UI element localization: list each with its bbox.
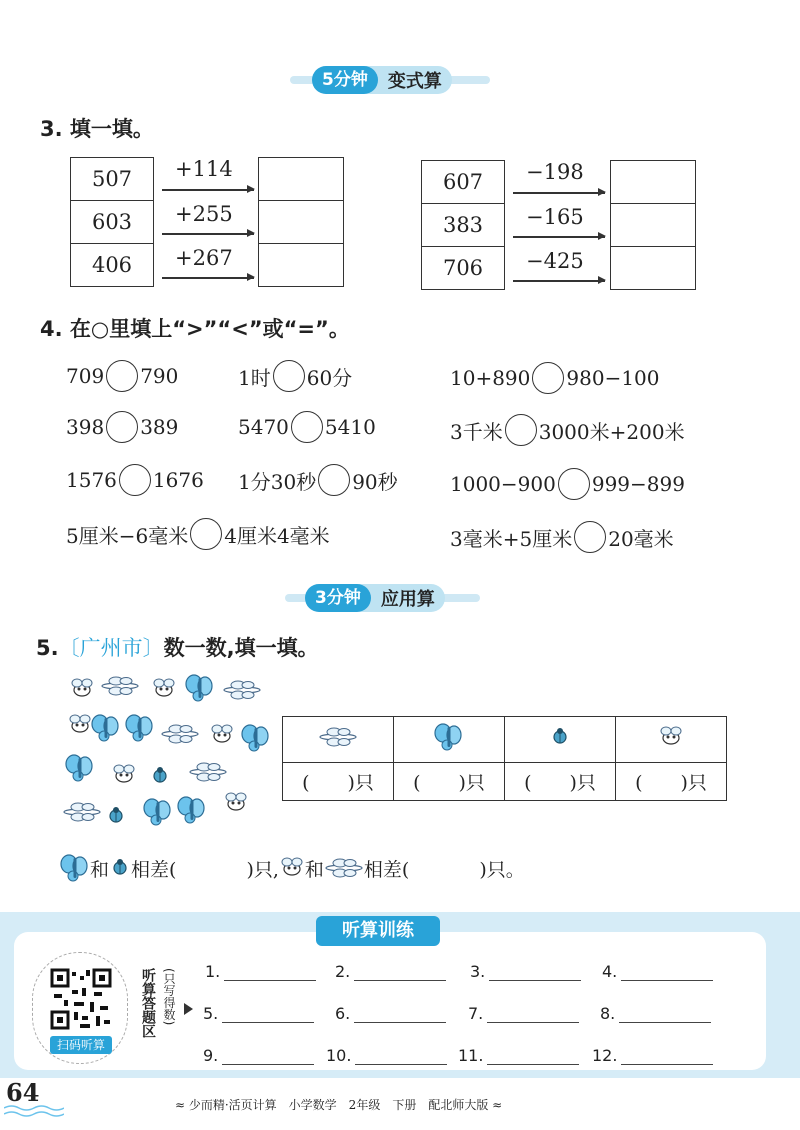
answer-box[interactable] <box>611 161 695 204</box>
section-header-application <box>305 584 445 612</box>
answer-line[interactable] <box>354 966 446 981</box>
answer-area-note: (只写得数) <box>162 968 176 1026</box>
page-number: 64 <box>6 1078 40 1107</box>
answer-slot[interactable] <box>326 1046 447 1065</box>
operator-label: −165 <box>526 205 584 229</box>
rhs: 4厘米4毫米 <box>224 523 330 548</box>
section-minutes: 5分钟 <box>312 66 378 94</box>
rhs: 389 <box>140 415 179 439</box>
value-cell: 383 <box>422 204 504 247</box>
section-title: 应用算 <box>380 589 435 610</box>
operator-label: +255 <box>175 202 233 226</box>
qr-label: 扫码听算 <box>50 1036 112 1054</box>
qr-code-icon[interactable] <box>50 968 112 1030</box>
answer-line[interactable] <box>621 966 713 981</box>
lhs: 3毫米+5厘米 <box>450 526 573 551</box>
value-cell: 406 <box>91 253 133 277</box>
dragonfly-header <box>283 717 394 763</box>
answer-line[interactable] <box>487 1008 579 1023</box>
rhs: 790 <box>140 364 179 388</box>
section-header-variant <box>312 66 452 94</box>
answer-number: 5. <box>203 1004 219 1023</box>
answer-line[interactable] <box>222 1008 314 1023</box>
answer-slot[interactable] <box>335 962 446 981</box>
answer-line[interactable] <box>222 1050 314 1065</box>
answer-line[interactable] <box>224 966 316 981</box>
region-tag: 〔广州市〕 <box>58 636 164 660</box>
count-table <box>282 716 727 801</box>
question-text: 数一数,填一填。 <box>163 636 319 660</box>
answer-number: 11. <box>458 1046 484 1065</box>
answer-number: 2. <box>335 962 351 981</box>
q3-left-answers[interactable] <box>258 157 344 287</box>
and-text: 和 <box>304 858 324 881</box>
answer-number: 3. <box>470 962 486 981</box>
q3-right-answers[interactable] <box>610 160 696 290</box>
arrow-icon <box>513 192 605 194</box>
section-minutes: 3分钟 <box>305 584 371 612</box>
section-title: 变式算 <box>387 71 442 92</box>
answer-slot[interactable] <box>205 962 316 981</box>
arrow-icon <box>162 233 254 235</box>
listening-panel <box>0 912 800 1078</box>
question-4-title: 4. 在○里填上“>”“<”或“=”。 <box>40 317 350 341</box>
rhs: 999−899 <box>591 472 685 496</box>
bee-icon <box>658 725 684 749</box>
butterfly-icon <box>60 852 90 884</box>
answer-box[interactable] <box>259 158 343 201</box>
answer-number: 1. <box>205 962 221 981</box>
count-cell[interactable]: ( )只 <box>394 763 505 801</box>
answer-line[interactable] <box>355 1050 447 1065</box>
insect-picture <box>60 672 270 832</box>
compare-item <box>450 362 660 394</box>
answer-line[interactable] <box>619 1008 711 1023</box>
lhs: 3千米 <box>450 419 503 444</box>
answer-number: 12. <box>592 1046 618 1065</box>
compare-item <box>66 411 178 443</box>
compare-item <box>238 464 398 496</box>
lhs: 1分30秒 <box>238 469 317 494</box>
answer-slot[interactable] <box>458 1046 579 1065</box>
ladybug-icon <box>549 726 571 748</box>
compare-item <box>66 518 330 550</box>
answer-slot[interactable] <box>470 962 581 981</box>
rhs: 5410 <box>324 415 376 439</box>
answer-number: 10. <box>326 1046 352 1065</box>
answer-number: 6. <box>335 1004 351 1023</box>
answer-slot[interactable] <box>602 962 713 981</box>
rhs: 90秒 <box>352 469 398 494</box>
operator-label: −425 <box>526 249 584 273</box>
rhs: 1676 <box>152 468 204 492</box>
operator-label: +114 <box>175 157 233 181</box>
ladybug-icon <box>109 857 131 879</box>
operator-label: −198 <box>526 160 584 184</box>
diff-text: 相差( <box>131 858 177 881</box>
answer-area-label: 听算答题区 <box>140 968 156 1038</box>
compare-item <box>450 414 685 446</box>
end-text: )只。 <box>479 858 525 881</box>
compare-item <box>238 360 352 392</box>
value-cell: 706 <box>442 256 484 280</box>
question-number: 5. <box>36 636 59 660</box>
bee-icon <box>279 856 305 880</box>
answer-circle[interactable] <box>106 411 138 443</box>
answer-line[interactable] <box>487 1050 579 1065</box>
answer-box[interactable] <box>259 201 343 244</box>
compare-item <box>66 464 204 496</box>
listening-title: 听算训练 <box>316 916 440 946</box>
value-cell: 603 <box>71 201 153 244</box>
q3-left-values <box>70 157 154 287</box>
compare-item <box>450 521 674 553</box>
wave-decoration-icon <box>4 1104 64 1118</box>
answer-line[interactable] <box>489 966 581 981</box>
and-text: 和 <box>90 858 110 881</box>
butterfly-icon <box>434 722 464 752</box>
lhs: 1576 <box>66 468 117 492</box>
answer-slot[interactable] <box>592 1046 713 1065</box>
answer-line[interactable] <box>621 1050 713 1065</box>
answer-number: 9. <box>203 1046 219 1065</box>
compare-item <box>238 411 376 443</box>
diff-text: 相差( <box>363 858 410 881</box>
q3-right-values <box>421 160 505 290</box>
mid-text: )只, <box>246 858 279 881</box>
compare-item <box>66 360 178 392</box>
lhs: 709 <box>66 364 105 388</box>
arrow-icon <box>162 189 254 191</box>
lhs: 398 <box>66 415 105 439</box>
question-3-title: 3. 填一填。 <box>40 117 154 141</box>
butterfly-header <box>394 717 505 763</box>
count-cell[interactable]: ( )只 <box>505 763 616 801</box>
answer-circle[interactable] <box>190 518 222 550</box>
dragonfly-icon <box>318 724 358 750</box>
rhs: 980−100 <box>566 366 660 390</box>
bee-header <box>616 717 727 763</box>
operator-label: +267 <box>175 246 233 270</box>
answer-box[interactable] <box>611 247 695 289</box>
arrow-icon <box>513 236 605 238</box>
answer-number: 7. <box>468 1004 484 1023</box>
answer-circle[interactable] <box>532 362 564 394</box>
answer-slot[interactable] <box>468 1004 579 1023</box>
value-cell: 507 <box>71 158 153 201</box>
answer-slot[interactable] <box>335 1004 446 1023</box>
lhs: 1时 <box>238 365 271 390</box>
answer-number: 8. <box>600 1004 616 1023</box>
book-info: ≈ 少而精·活页计算 小学数学 2年级 下册 配北师大版 ≈ <box>175 1098 503 1112</box>
answer-slot[interactable] <box>203 1046 314 1065</box>
lhs: 5厘米−6毫米 <box>66 523 189 548</box>
play-arrow-icon <box>184 1003 193 1015</box>
arrow-icon <box>162 277 254 279</box>
lhs: 5470 <box>238 415 289 439</box>
question-5-title <box>36 632 319 662</box>
answer-line[interactable] <box>354 1008 446 1023</box>
answer-circle[interactable] <box>505 414 537 446</box>
value-cell: 607 <box>422 161 504 204</box>
lhs: 10+890 <box>450 366 531 390</box>
arrow-icon <box>513 280 605 282</box>
rhs: 3000米+200米 <box>538 419 685 444</box>
answer-slot[interactable] <box>600 1004 711 1023</box>
lhs: 1000−900 <box>450 472 556 496</box>
answer-circle[interactable] <box>574 521 606 553</box>
rhs: 60分 <box>306 365 353 390</box>
answer-slot[interactable] <box>203 1004 314 1023</box>
answer-circle[interactable] <box>119 464 151 496</box>
answer-circle[interactable] <box>318 464 350 496</box>
difference-sentence <box>60 852 525 884</box>
answer-circle[interactable] <box>273 360 305 392</box>
rhs: 20毫米 <box>608 526 674 551</box>
answer-number: 4. <box>602 962 618 981</box>
compare-item <box>450 468 685 500</box>
answer-box[interactable] <box>259 244 343 286</box>
answer-circle[interactable] <box>558 468 590 500</box>
ladybug-header <box>505 717 616 763</box>
count-cell[interactable]: ( )只 <box>283 763 394 801</box>
dragonfly-icon <box>324 855 364 881</box>
answer-circle[interactable] <box>291 411 323 443</box>
answer-circle[interactable] <box>106 360 138 392</box>
count-cell[interactable]: ( )只 <box>616 763 727 801</box>
answer-box[interactable] <box>611 204 695 247</box>
